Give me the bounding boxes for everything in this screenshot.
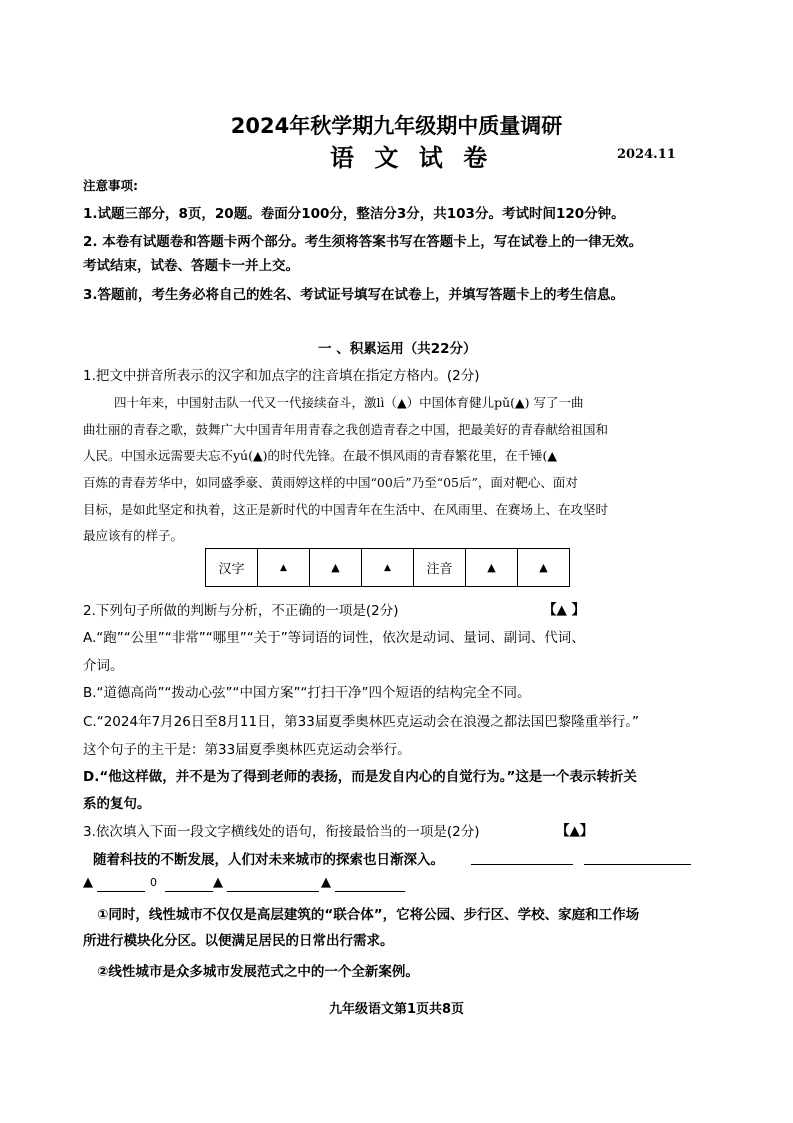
passage-line: 百炼的青春芳华中，如同盛季豪、黄雨婷这样的中国“00后”乃至“05后”，面对靶心、面对 <box>83 475 578 490</box>
page-footer: 九年级语文第1页共8页 <box>328 1002 465 1017</box>
table-label-hanzi: 汉字 <box>206 549 258 587</box>
answer-cell[interactable]: ▲ <box>362 549 414 587</box>
notice-item: 3.答题前，考生务必将自己的姓名、考试证号填写在试卷上，并填写答题卡上的考生信息。 <box>83 287 625 303</box>
option-sentence: ①同时，线性城市不仅仅是高层建筑的“联合体”，它将公园、步行区、学校、家庭和工作场 <box>97 907 640 923</box>
notice-heading: 注意事项: <box>83 178 138 193</box>
answer-cell[interactable]: ▲ <box>310 549 362 587</box>
answer-cell[interactable]: ▲ <box>466 549 518 587</box>
answer-cell[interactable]: ▲ <box>518 549 570 587</box>
option-line: D.“他这样做，并不是为了得到老师的表扬，而是发自内心的自觉行为。”这是一个表示转折关 <box>83 769 637 785</box>
option-line: B.“道德高尚”“拨动心弦”“中国方案”“打扫干净”四个短语的结构完全不同。 <box>83 685 531 701</box>
exam-title: 2024年秋学期九年级期中质量调研 <box>230 114 563 138</box>
blank-line <box>97 891 145 892</box>
exam-subtitle: 语 文 试 卷 <box>330 144 494 172</box>
passage-line: 人民。中国永远需要夫忘不yú(▲)的时代先锋。在最不惧风雨的青春繁花里，在千锤(▲ <box>83 448 557 463</box>
blank-line <box>584 864 691 865</box>
blank-line <box>227 891 319 892</box>
option-line: A.“跑”“公里”“非常”“哪里”“关于”等词语的词性，依次是动词、量词、副词、代词、 <box>83 630 585 646</box>
passage-intro: 随着科技的不断发展，人们对未来城市的探索也日渐深入。 <box>93 852 444 868</box>
blank-mark: ▲ <box>321 875 331 890</box>
answer-table <box>205 548 570 587</box>
table-label-pinyin: 注音 <box>414 549 466 587</box>
notice-item: 考试结束，试卷、答题卡一并上交。 <box>83 258 299 274</box>
option-line: 这个句子的主干是：第33届夏季奥林匹克运动会举行。 <box>83 742 411 758</box>
passage-line: 目标，是如此坚定和执着，这正是新时代的中国青年在生活中、在风雨里、在赛场上、在攻坚时 <box>83 502 609 517</box>
passage-line: 最应该有的样子。 <box>83 528 184 543</box>
blank-mark: 0 <box>150 876 157 889</box>
answer-cell[interactable]: ▲ <box>258 549 310 587</box>
notice-item: 2. 本卷有试题卷和答题卡两个部分。考生须将答案书写在答题卡上，写在试卷上的一律无效。 <box>83 234 643 250</box>
blank-mark: ▲ <box>213 875 223 890</box>
answer-bracket: 【▲ 】 <box>543 602 586 618</box>
question-1-stem: 1.把文中拼音所表示的汉字和加点字的注音填在指定方格内。(2分) <box>83 368 480 384</box>
option-sentence: ②线性城市是众多城市发展范式之中的一个全新案例。 <box>97 964 419 980</box>
exam-date: 2024.11 <box>617 147 676 162</box>
option-line: 系的复句。 <box>83 796 151 812</box>
blank-line <box>471 864 573 865</box>
blank-line <box>165 891 213 892</box>
notice-item: 1.试题三部分，8页，20题。卷面分100分，整洁分3分，共103分。考试时间120分钟。 <box>83 206 625 222</box>
passage-line: 四十年来，中国射击队一代又一代接续奋斗，激lì（▲）中国体育健儿pǔ(▲) 写了一曲 <box>114 395 584 410</box>
option-line: 介词。 <box>83 658 124 674</box>
blank-line <box>335 891 405 892</box>
section-heading: 一 、积累运用（共22分） <box>318 341 477 357</box>
answer-bracket: 【▲】 <box>556 823 594 839</box>
question-3-stem: 3.依次填入下面一段文字横线处的语句，衔接最恰当的一项是(2分) <box>83 824 480 840</box>
question-2-stem: 2.下列句子所做的判断与分析，不正确的一项是(2分) <box>83 603 399 619</box>
option-line: C.“2024年7月26日至8月11日，第33届夏季奥林匹克运动会在浪漫之都法国巴黎隆重举行。” <box>83 714 640 730</box>
passage-line: 曲壮丽的青春之歌，鼓舞广大中国青年用青春之我创造青春之中国，把最美好的青春献给祖国和 <box>83 422 609 437</box>
blank-mark: ▲ <box>83 875 93 890</box>
option-sentence: 所进行模块化分区。以便满足居民的日常出行需求。 <box>83 933 394 949</box>
